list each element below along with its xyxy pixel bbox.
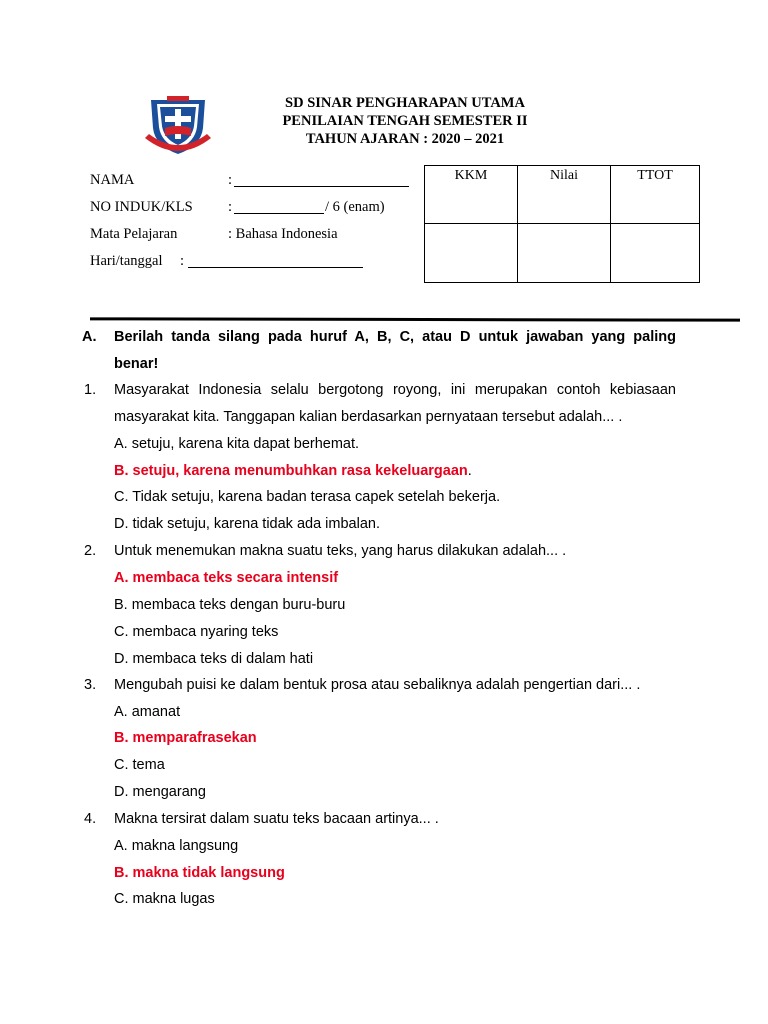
- q2-option-d[interactable]: D. membaca teks di dalam hati: [114, 651, 314, 667]
- q4-option-a[interactable]: A. makna langsung: [114, 838, 239, 854]
- q3-number: 3.: [84, 677, 97, 693]
- q4-number: 4.: [84, 811, 97, 827]
- kkm-header: KKM: [425, 166, 518, 224]
- q4-option-c[interactable]: C. makna lugas: [114, 891, 215, 907]
- q3-option-d[interactable]: D. mengarang: [114, 784, 206, 800]
- q3-option-c[interactable]: C. tema: [114, 757, 165, 773]
- hari-label: Hari/tanggal: [90, 253, 163, 269]
- header-divider: [90, 317, 740, 321]
- nama-colon: :: [228, 172, 233, 188]
- mapel-label: Mata Pelajaran: [90, 226, 178, 242]
- q1-option-b[interactable]: [114, 462, 472, 480]
- q3-text: Mengubah puisi ke dalam bentuk prosa atau sebaliknya adalah pengertian dari... .: [114, 677, 641, 693]
- exam-title: PENILAIAN TENGAH SEMESTER II: [282, 113, 528, 129]
- q2-number: 2.: [84, 543, 97, 559]
- instruction-line-2: benar!: [114, 356, 159, 372]
- school-logo-icon: [143, 94, 213, 160]
- induk-colon: :: [228, 199, 233, 215]
- hari-blank[interactable]: [188, 253, 363, 268]
- induk-blank[interactable]: [234, 199, 324, 214]
- nilai-cell[interactable]: [518, 224, 611, 283]
- ttot-header: TTOT: [611, 166, 700, 224]
- q1-number: 1.: [84, 382, 97, 398]
- section-letter: A.: [82, 329, 97, 345]
- ttot-cell[interactable]: [611, 224, 700, 283]
- q1-option-d[interactable]: D. tidak setuju, karena tidak ada imbalan.: [114, 516, 380, 532]
- nama-label: NAMA: [90, 172, 135, 188]
- kkm-cell[interactable]: [425, 224, 518, 283]
- q1-option-c[interactable]: C. Tidak setuju, karena badan terasa capek setelah bekerja.: [114, 489, 501, 505]
- q1-option-a[interactable]: A. setuju, karena kita dapat berhemat.: [114, 436, 360, 452]
- school-name: SD SINAR PENGHARAPAN UTAMA: [285, 95, 525, 111]
- q1-option-b-text: B. setuju, karena menumbuhkan rasa kekeluargaan: [114, 463, 468, 479]
- nama-blank[interactable]: [234, 172, 409, 187]
- q4-option-b[interactable]: B. makna tidak langsung: [114, 865, 285, 881]
- header-titles: [230, 94, 580, 148]
- score-table: [424, 165, 700, 283]
- q2-option-b[interactable]: B. membaca teks dengan buru-buru: [114, 597, 346, 613]
- induk-label: NO INDUK/KLS: [90, 199, 193, 215]
- school-year: TAHUN AJARAN : 2020 – 2021: [305, 131, 505, 147]
- q2-text: Untuk menemukan makna suatu teks, yang harus dilakukan adalah... .: [114, 543, 567, 559]
- hari-colon: :: [180, 253, 185, 269]
- q1-text-line-2: masyarakat kita. Tanggapan kalian berdasarkan pernyataan tersebut adalah... .: [114, 409, 623, 425]
- score-table-value-row: [425, 224, 700, 283]
- induk-suffix: / 6 (enam): [325, 199, 385, 215]
- q4-text: Makna tersirat dalam suatu teks bacaan artinya... .: [114, 811, 439, 827]
- q1-option-b-period: .: [467, 463, 472, 479]
- score-table-header-row: [425, 166, 700, 224]
- q2-option-c[interactable]: C. membaca nyaring teks: [114, 624, 279, 640]
- q3-option-b[interactable]: B. memparafrasekan: [114, 730, 257, 746]
- q3-option-a[interactable]: A. amanat: [114, 704, 181, 720]
- q1-text-line-1: Masyarakat Indonesia selalu bergotong royong, ini merupakan contoh kebiasaan: [114, 382, 676, 398]
- nilai-header: Nilai: [518, 166, 611, 224]
- mapel-value: : Bahasa Indonesia: [228, 226, 338, 242]
- instruction-line-1: Berilah tanda silang pada huruf A, B, C, atau D untuk jawaban yang paling: [114, 329, 676, 345]
- q2-option-a[interactable]: A. membaca teks secara intensif: [114, 570, 339, 586]
